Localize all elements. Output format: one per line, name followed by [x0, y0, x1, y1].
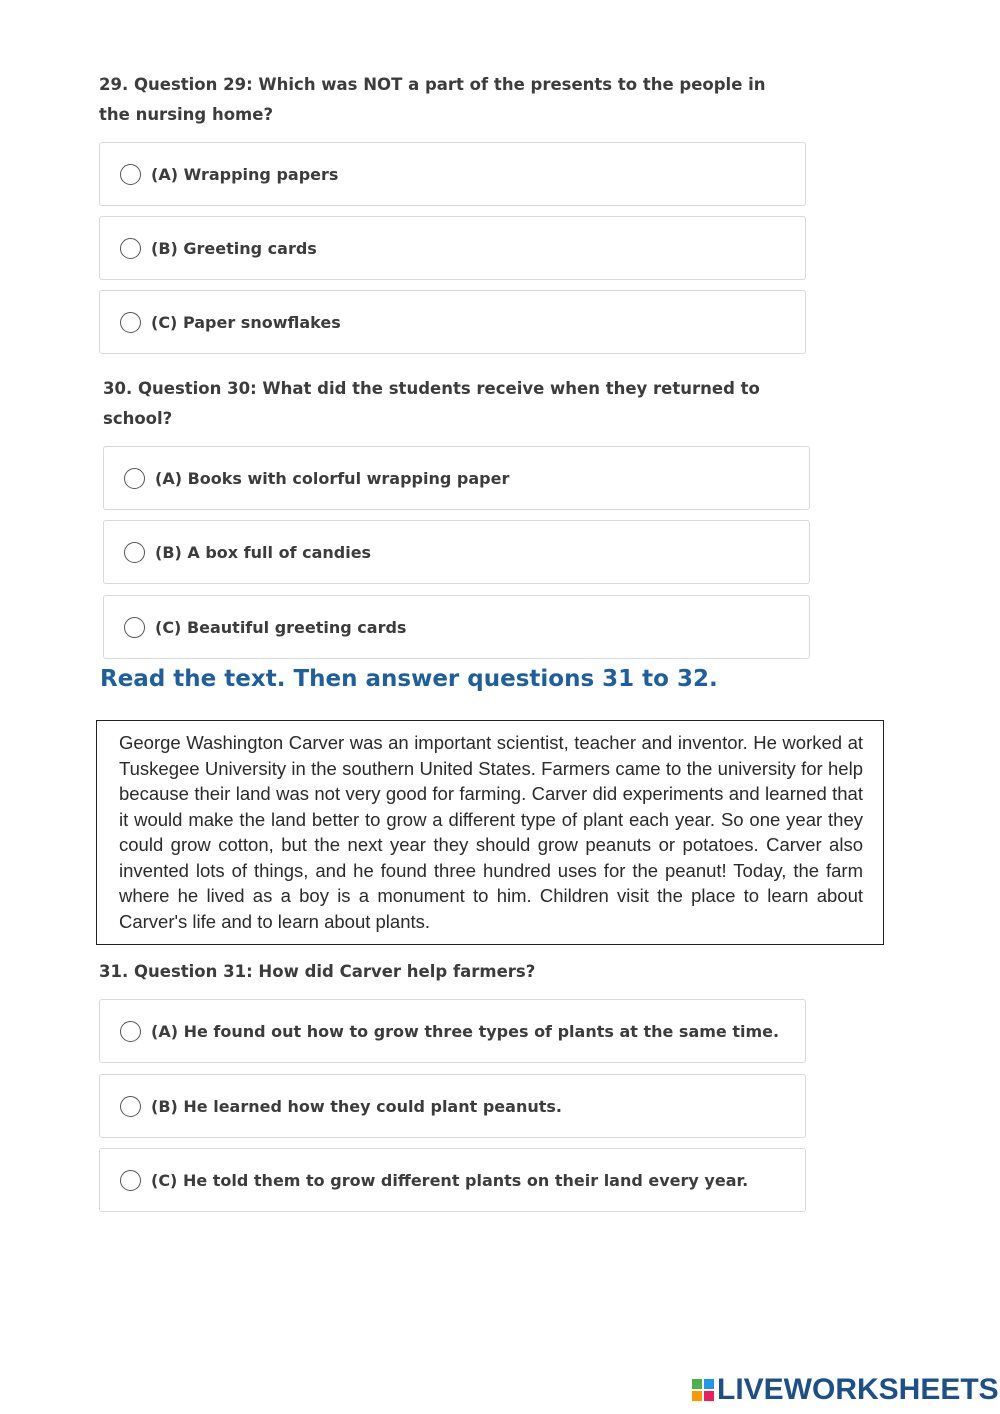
option-label: (C) Beautiful greeting cards [155, 617, 407, 637]
option-label: (B) A box full of candies [155, 542, 372, 562]
radio-button-icon[interactable] [120, 1021, 141, 1042]
liveworksheets-logo [692, 1373, 999, 1407]
option-label: (C) He told them to grow different plants on their land every year. [151, 1170, 749, 1190]
radio-button-icon[interactable] [120, 164, 141, 185]
option-31-a[interactable] [99, 999, 806, 1063]
question-29 [99, 70, 819, 354]
section-heading: Read the text. Then answer questions 31 to 32. [100, 666, 718, 692]
reading-passage: George Washington Carver was an important scientist, teacher and inventor. He worked at Tuskegee University in the southern United States. Farmers came to the university for help because their land was not very good for farming. Carver did experiments and learned that it would make the land better to grow a different type of plant each year. So one year they could grow cotton, but the next year they should grow peanuts or potatoes. Carver also invented lots of things, and he found three hundred uses for the peanut! Today, the farm where he lived as a boy is a monument to him. Children visit the place to learn about Carver's life and to learn about plants. [96, 720, 884, 945]
question-31 [99, 957, 819, 1212]
option-30-c[interactable] [103, 595, 810, 659]
option-31-c[interactable] [99, 1148, 806, 1212]
option-29-c[interactable] [99, 290, 806, 354]
option-29-a[interactable] [99, 142, 806, 206]
option-label: (A) He found out how to grow three types of plants at the same time. [151, 1021, 780, 1041]
radio-button-icon[interactable] [120, 312, 141, 333]
option-label: (C) Paper snowflakes [151, 312, 341, 332]
question-30-text: 30. Question 30: What did the students receive when they returned to school? [103, 379, 760, 428]
logo-text: LIVEWORKSHEETS [717, 1373, 999, 1406]
question-31-options [99, 999, 819, 1212]
radio-button-icon[interactable] [120, 1096, 141, 1117]
question-29-options [99, 142, 819, 354]
option-label: (B) Greeting cards [151, 238, 317, 258]
radio-button-icon[interactable] [124, 617, 145, 638]
option-30-b[interactable] [103, 520, 810, 584]
logo-square [692, 1379, 702, 1389]
logo-square [704, 1379, 714, 1389]
option-30-a[interactable] [103, 446, 810, 510]
option-29-b[interactable] [99, 216, 806, 280]
option-31-b[interactable] [99, 1074, 806, 1138]
logo-square [704, 1391, 714, 1401]
question-31-text: 31. Question 31: How did Carver help farmers? [99, 962, 536, 981]
radio-button-icon[interactable] [120, 1170, 141, 1191]
logo-square [692, 1391, 702, 1401]
radio-button-icon[interactable] [124, 468, 145, 489]
option-label: (A) Wrapping papers [151, 164, 339, 184]
question-29-text: 29. Question 29: Which was NOT a part of the presents to the people in the nursing home? [99, 75, 766, 124]
radio-button-icon[interactable] [124, 542, 145, 563]
option-label: (B) He learned how they could plant peanuts. [151, 1096, 562, 1116]
logo-mark-icon [692, 1379, 714, 1401]
radio-button-icon[interactable] [120, 238, 141, 259]
question-30-options [103, 446, 823, 659]
question-30 [103, 374, 823, 659]
option-label: (A) Books with colorful wrapping paper [155, 468, 510, 488]
